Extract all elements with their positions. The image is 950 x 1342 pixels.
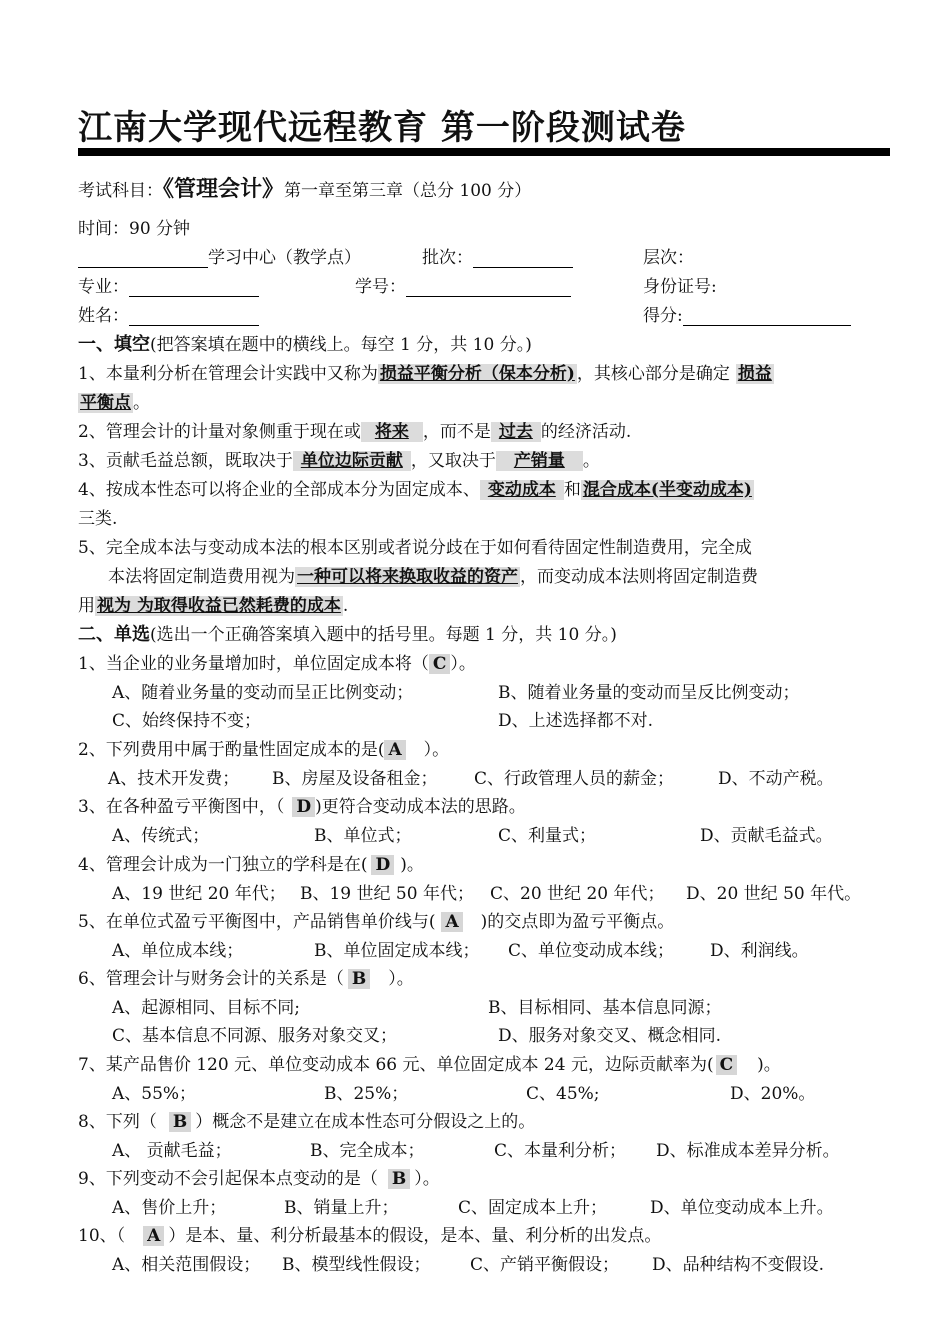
mc-q4-answer: D [371,855,394,875]
fill-q5-answer-2: 视为 为取得收益已然耗费的成本 [97,596,341,616]
mc-q1-option-b: B、随着业务量的变动而呈反比例变动； [498,683,800,703]
mc-q9-option-a: A、售价上升； [112,1198,227,1218]
subject-name: 《管理会计》 [163,177,285,202]
mc-q10 [78,1221,661,1246]
mc-q1-text: 1、当企业的业务量增加时，单位固定成本将（ [78,654,429,674]
mc-q8-option-d: D、标准成本差异分析。 [656,1141,840,1161]
mc-q3-option-c: C、利量式； [498,826,597,846]
fill-q1-answer-2b: 平衡点 [80,393,131,413]
subject-line [78,172,531,203]
mc-q8-answer: B [169,1112,191,1132]
mc-q3-option-b: B、单位式； [314,826,412,846]
section-2-title: 二、单选 [78,624,150,645]
mc-q7-answer: C [716,1055,738,1075]
batch-blank[interactable] [473,249,573,268]
mc-q7-text: 7、某产品售价 120 元、单位变动成本 66 元、单位固定成本 24 元，边际贡献率为( [78,1055,714,1075]
mc-q5-text: 5、在单位式盈亏平衡图中，产品销售单价线与( [78,912,436,932]
fill-q5-end: . [342,596,349,616]
mc-q3 [78,792,526,817]
mc-q5-option-a: A、单位成本线； [112,941,244,961]
mc-q2-option-d: D、不动产税。 [718,769,834,789]
fill-q1-cont [78,388,150,413]
fill-q5-text-3: ，而变动成本法则将固定制造费 [520,567,758,587]
mc-q4-option-d: D、20 世纪 50 年代。 [686,884,862,904]
mc-q5 [78,907,674,932]
student-no-row [355,272,571,297]
fill-q1-end: 。 [133,393,150,413]
name-row [78,301,259,326]
fill-q4 [78,475,754,500]
fill-q1 [78,359,774,384]
mc-q6 [78,964,414,989]
mc-q3-option-d: D、贡献毛益式。 [700,826,833,846]
fill-q2-text-2: ，而不是 [422,422,491,442]
center-blank[interactable] [78,249,208,268]
mc-q4-option-b: B、19 世纪 50 年代； [300,884,474,904]
mc-q8-option-a: A、 贡献毛益； [112,1141,232,1161]
fill-q2 [78,417,631,442]
mc-q10-text: 10、（ [78,1226,126,1246]
id-no-label: 身份证号: [643,277,717,297]
level-label: 层次： [643,248,694,268]
mc-q7-end: )。 [757,1055,781,1075]
mc-q10-option-d: D、品种结构不变假设. [652,1255,825,1275]
mc-q10-answer: A [143,1226,164,1246]
mc-q6-option-a: A、起源相同、目标不同; [112,998,301,1018]
fill-q4-text: 4、按成本性态可以将企业的全部成本分为固定成本、 [78,480,480,500]
mc-q8-option-c: C、本量利分析； [494,1141,627,1161]
fill-q2-text: 2、管理会计的计量对象侧重于现在或 [78,422,361,442]
mc-q3-end: )更符合变动成本法的思路。 [315,797,526,817]
name-blank[interactable] [129,307,259,326]
mc-q8-end: ）概念不是建立在成本性态可分假设之上的。 [195,1112,536,1132]
mc-q6-answer: B [348,969,370,989]
mc-q1-end: ）。 [450,654,476,674]
mc-q7-option-b: B、25%； [324,1084,409,1104]
fill-q1-answer-2a: 损益 [737,364,772,384]
mc-q10-option-b: B、模型线性假设； [282,1255,431,1275]
fill-q5: 5、完全成本法与变动成本法的根本区别或者说分歧在于如何看待固定性制造费用，完全成 [78,538,752,558]
mc-q9-option-d: D、单位变动成本上升。 [650,1198,834,1218]
fill-q1-text-2: ，其核心部分是确定 [576,364,730,384]
fill-q1-text: 1、本量利分析在管理会计实践中又称为 [78,364,378,384]
mc-q3-text: 3、在各种盈亏平衡图中，（ [78,797,285,817]
mc-q2-end: ）。 [423,740,450,760]
batch-label: 批次： [422,248,473,268]
mc-q4-end: )。 [400,855,424,875]
mc-q9-text: 9、下列变动不会引起保本点变动的是（ [78,1169,378,1189]
fill-q3-answer-2: 产销量 [496,451,583,471]
batch-row [422,243,573,268]
fill-q5-text-2: 本法将固定制造费用视为 [108,567,295,587]
fill-q4-text-2: 和 [563,480,581,500]
score-label: 得分: [643,306,683,326]
section-1-title: 一、填空 [78,334,150,355]
mc-q4-option-a: A、19 世纪 20 年代； [112,884,286,904]
fill-q3-text-2: ，又取决于 [410,451,496,471]
mc-q5-answer: A [441,912,462,932]
mc-q6-end: ）。 [388,969,414,989]
mc-q6-option-c: C、基本信息不同源、服务对象交叉； [112,1026,398,1046]
fill-q4-end: 三类. [78,509,118,529]
time-limit: 时间：90 分钟 [78,219,191,239]
mc-q7 [78,1050,781,1075]
mc-q3-answer: D [292,797,315,817]
student-no-label: 学号： [355,277,406,297]
fill-q1-answer-1: 损益平衡分析（保本分析) [379,364,575,384]
fill-q5-cont [108,562,758,587]
mc-q10-end: ）是本、量、利分析最基本的假设，是本、量、利分析的出发点。 [168,1226,662,1246]
mc-q4 [78,850,424,875]
fill-q3-answer-1: 单位边际贡献 [293,451,411,471]
mc-q7-option-a: A、55%； [112,1084,197,1104]
mc-q9-end: ）。 [414,1169,440,1189]
mc-q2-answer: A [384,740,405,760]
fill-q2-answer-2: 过去 [491,422,541,442]
student-no-blank[interactable] [406,278,571,297]
mc-q4-option-c: C、20 世纪 20 年代； [490,884,665,904]
mc-q10-option-a: A、相关范围假设； [112,1255,261,1275]
mc-q1-option-d: D、上述选择都不对. [498,711,654,731]
mc-q1-answer: C [429,654,451,674]
section-1-note: (把答案填在题中的横线上。每空 1 分，共 10 分。) [150,335,532,355]
fill-q4-answer-1: 变动成本 [480,480,564,500]
mc-q2 [78,735,449,760]
mc-q5-option-c: C、单位变动成本线； [508,941,675,961]
mc-q10-option-c: C、产销平衡假设； [470,1255,620,1275]
subject-prefix: 考试科目： [78,181,163,201]
mc-q2-option-b: B、房屋及设备租金； [272,769,438,789]
section-1-heading [78,330,532,356]
mc-q9-option-c: C、固定成本上升； [458,1198,608,1218]
fill-q2-answer-1: 将来 [361,422,423,442]
mc-q6-text: 6、管理会计与财务会计的关系是（ [78,969,344,989]
center-row [78,243,361,268]
major-row [78,272,259,297]
mc-q5-option-b: B、单位固定成本线； [314,941,480,961]
mc-q7-option-d: D、20%。 [730,1084,816,1104]
fill-q3-text: 3、贡献毛益总额，既取决于 [78,451,293,471]
fill-q3 [78,446,600,471]
fill-q5-text-4: 用 [78,596,95,616]
mc-q1-option-c: C、始终保持不变； [112,711,262,731]
mc-q1 [78,649,476,674]
mc-q2-option-a: A、技术开发费； [108,769,240,789]
fill-q4-answer-2: 混合成本(半变动成本) [582,480,752,500]
mc-q5-option-d: D、利润线。 [710,941,809,961]
name-label: 姓名： [78,306,129,326]
mc-q9-answer: B [388,1169,410,1189]
section-2-heading [78,620,617,646]
mc-q9-option-b: B、销量上升； [284,1198,399,1218]
section-2-note: (选出一个正确答案填入题中的括号里。每题 1 分，共 10 分。) [150,625,617,645]
mc-q6-option-d: D、服务对象交叉、概念相同. [498,1026,722,1046]
mc-q8-option-b: B、完全成本； [310,1141,425,1161]
title-rule [78,148,890,156]
mc-q7-option-c: C、45%; [526,1084,600,1104]
mc-q2-option-c: C、行政管理人员的薪金； [474,769,675,789]
mc-q1-option-a: A、随着业务量的变动而呈正比例变动； [112,683,414,703]
fill-q2-end: 的经济活动. [540,422,632,442]
fill-q5-answer-1: 一种可以将来换取收益的资产 [297,567,518,587]
center-label: 学习中心（教学点） [208,248,361,268]
mc-q6-option-b: B、目标相同、基本信息同源； [488,998,722,1018]
fill-q5-cont-2 [78,591,348,616]
score-row [643,301,851,326]
major-label: 专业： [78,277,129,297]
page-title: 江南大学现代远程教育 第一阶段测试卷 [78,108,686,148]
mc-q2-text: 2、下列费用中属于酌量性固定成本的是( [78,740,385,760]
mc-q8-text: 8、下列（ [78,1112,157,1132]
mc-q8 [78,1107,535,1132]
subject-suffix: 第一章至第三章（总分 100 分） [284,181,532,201]
mc-q4-text: 4、管理会计成为一门独立的学科是在( [78,855,368,875]
mc-q5-end: )的交点即为盈亏平衡点。 [480,912,675,932]
major-blank[interactable] [129,278,259,297]
mc-q3-option-a: A、传统式； [112,826,210,846]
score-blank[interactable] [683,307,851,326]
mc-q9 [78,1164,440,1189]
fill-q3-end: 。 [582,451,600,471]
